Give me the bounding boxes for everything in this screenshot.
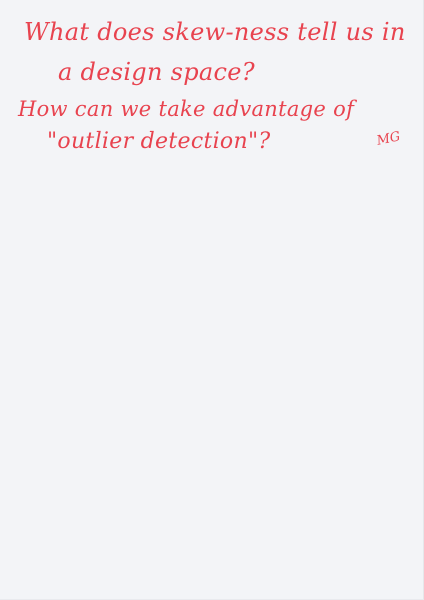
handwritten-line-4: "outlier detection"?: [47, 129, 271, 154]
author-initials: MG: [375, 129, 402, 149]
handwritten-line-2: a design space?: [58, 58, 255, 86]
handwritten-line-3: How can we take advantage of: [18, 97, 355, 121]
handwritten-line-1: What does skew-ness tell us in: [24, 18, 406, 46]
